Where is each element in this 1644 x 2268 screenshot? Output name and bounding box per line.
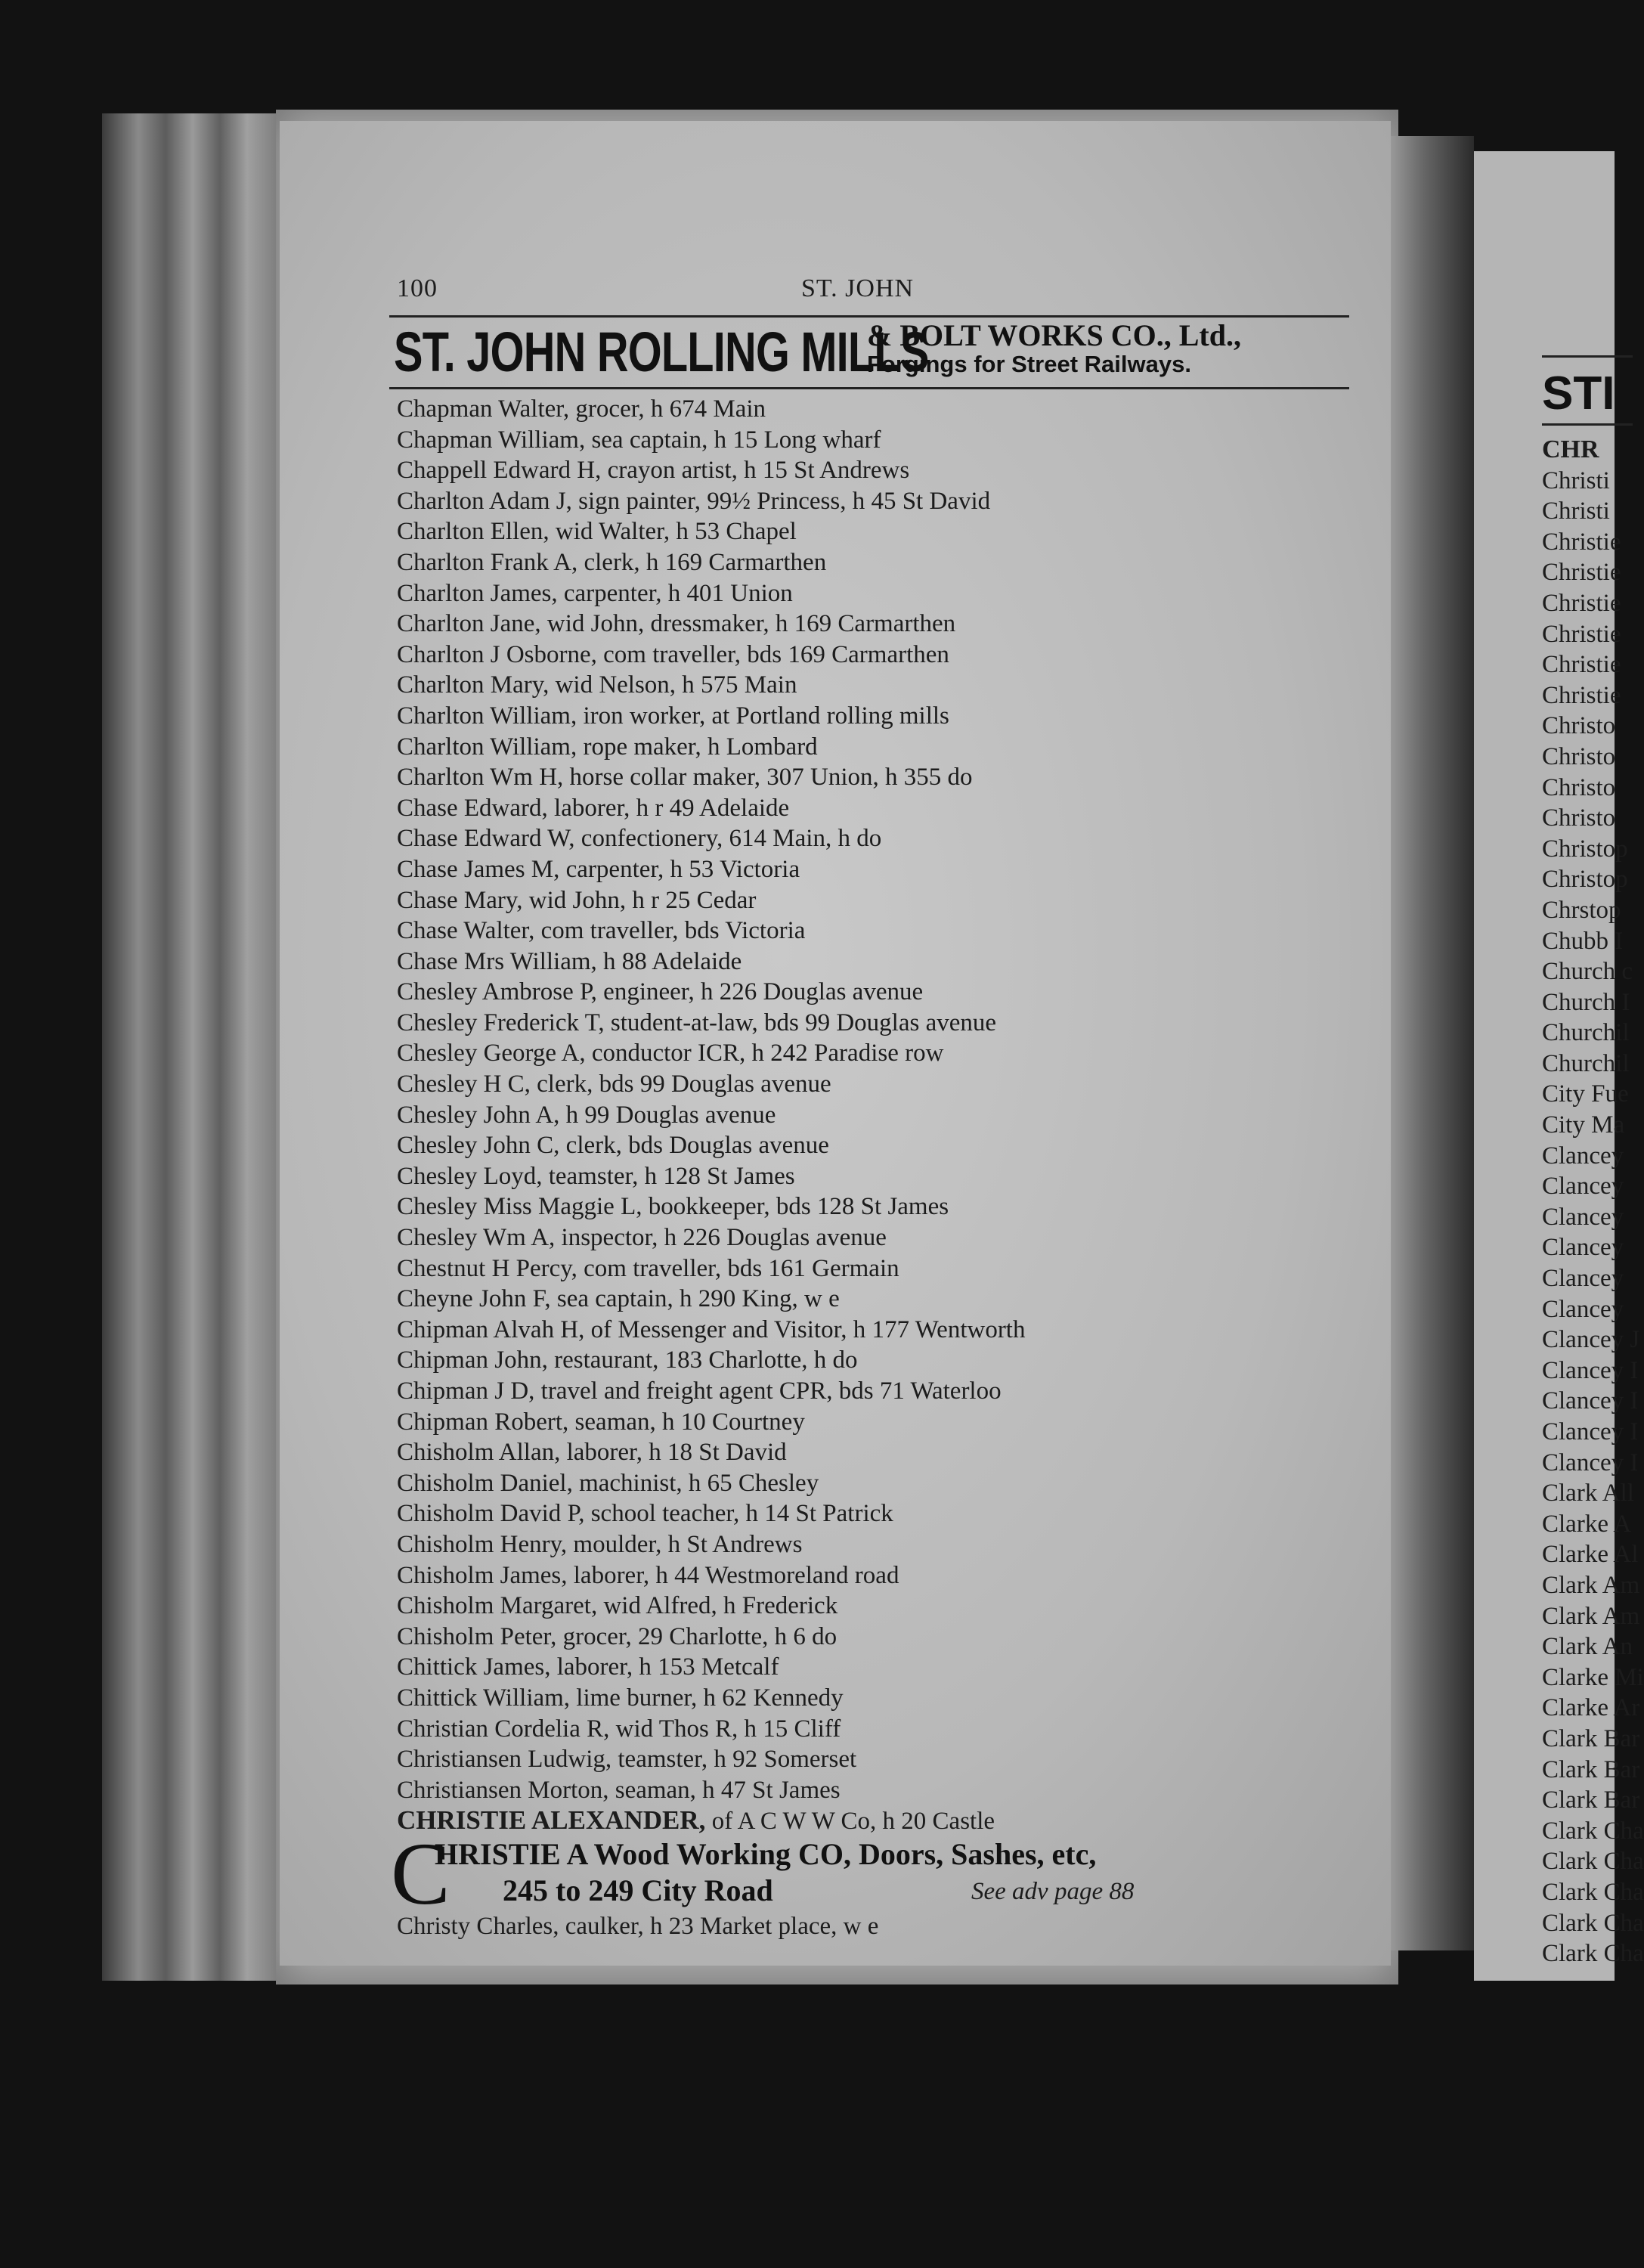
right-page-entry-fragment: Clancey I — [1542, 1356, 1639, 1384]
right-page-entry-fragment: Christi — [1542, 466, 1610, 494]
directory-entry: Chisholm James, laborer, h 44 Westmoreland road — [397, 1561, 899, 1589]
directory-page — [389, 268, 1357, 1942]
bold-entry-rest: of A C W W Co, h 20 Castle — [705, 1808, 995, 1836]
right-page-entry-fragment: Christie — [1542, 589, 1621, 617]
directory-entry: Chipman John, restaurant, 183 Charlotte, h do — [397, 1346, 858, 1374]
right-page-title: STI — [1542, 367, 1615, 420]
directory-entry: Christian Cordelia R, wid Thos R, h 15 Cliff — [397, 1715, 841, 1743]
right-page-entry-fragment: Christop — [1542, 866, 1628, 894]
directory-entry: Chase Edward W, confectionery, 614 Main, h do — [397, 825, 882, 853]
right-page-entry-fragment: Clark Cha — [1542, 1878, 1644, 1906]
right-page-entry-fragment: Clancey I — [1542, 1387, 1639, 1415]
directory-entry: Christiansen Ludwig, teamster, h 92 Somerset — [397, 1746, 857, 1774]
right-page-entry-fragment: Clancey — [1542, 1142, 1624, 1170]
right-page-section-head: CHR — [1542, 435, 1599, 463]
directory-entry: Chase Mrs William, h 88 Adelaide — [397, 947, 742, 975]
directory-entry: Chesley Wm A, inspector, h 226 Douglas avenue — [397, 1224, 887, 1252]
directory-entry: Chipman Alvah H, of Messenger and Visitor, h 177 Wentworth — [397, 1315, 1026, 1343]
right-page-entry-fragment: Clancey — [1542, 1234, 1624, 1262]
directory-entry: Chase James M, carpenter, h 53 Victoria — [397, 855, 800, 883]
right-page-entry-fragment: Christi — [1542, 497, 1610, 525]
right-page-entry-fragment: Clark Cha — [1542, 1940, 1644, 1968]
page-header — [389, 268, 1357, 311]
book-page-edges — [102, 113, 283, 1981]
directory-entry: Charlton Adam J, sign painter, 99½ Princess, h 45 St David — [397, 487, 991, 515]
right-page-entry-fragment: City Fue — [1542, 1080, 1629, 1108]
right-page-entry-fragment: Clancey — [1542, 1265, 1624, 1293]
right-page-entry-fragment: Christop — [1542, 835, 1628, 863]
ad-rule — [389, 387, 1349, 389]
christie-ad-line-1: HRISTIE A Wood Working CO, Doors, Sashes, etc, — [435, 1836, 1097, 1871]
directory-entries — [389, 394, 1357, 1805]
right-page-entry-fragment: Clark Bar — [1542, 1755, 1640, 1783]
directory-entry: Charlton James, carpenter, h 401 Union — [397, 579, 793, 607]
right-page-entry-fragment: Christie — [1542, 559, 1621, 587]
right-page-entry-fragment: Clancey — [1542, 1203, 1624, 1231]
directory-entry: Chittick James, laborer, h 153 Metcalf — [397, 1653, 779, 1681]
right-page-entry-fragment: Churchil — [1542, 1049, 1630, 1077]
right-page-entry-fragment: Christo — [1542, 742, 1616, 770]
right-page-entry-fragment: Clark Am — [1542, 1602, 1640, 1630]
right-page-entry-fragment: Clancey I — [1542, 1418, 1639, 1445]
directory-entry: Chipman J D, travel and freight agent CPR, bds 71 Waterloo — [397, 1377, 1002, 1405]
right-page-entry-fragment: Clark Bar — [1542, 1724, 1640, 1752]
directory-entry: Chappell Edward H, crayon artist, h 15 St Andrews — [397, 457, 910, 485]
right-page-entry-fragment: Clark Am — [1542, 1571, 1640, 1599]
directory-entry: Chapman Walter, grocer, h 674 Main — [397, 395, 766, 423]
directory-entry: Chase Walter, com traveller, bds Victoria — [397, 917, 806, 945]
directory-entry: Chesley John A, h 99 Douglas avenue — [397, 1101, 776, 1129]
directory-entry: Cheyne John F, sea captain, h 290 King, w e — [397, 1285, 840, 1313]
ad-line-2: Forgings for Street Railways. — [867, 351, 1191, 377]
right-page — [1474, 151, 1644, 1981]
directory-entry: Charlton William, iron worker, at Portland rolling mills — [397, 702, 949, 730]
right-page-entry-fragment: Clark Cha — [1542, 1848, 1644, 1876]
right-page-entry-fragment: Clark An — [1542, 1633, 1633, 1661]
right-page-entry-fragment: Christo — [1542, 712, 1616, 740]
directory-entry: Chisholm David P, school teacher, h 14 St Patrick — [397, 1500, 893, 1528]
right-page-entry-fragment: Clancey I — [1542, 1448, 1639, 1476]
last-entry: Christy Charles, caulker, h 23 Market place, w e — [397, 1912, 879, 1940]
bold-entry-name: CHRISTIE ALEXANDER, — [397, 1805, 706, 1836]
right-page-entry-fragment: Chrstop — [1542, 896, 1621, 924]
directory-entry: Chisholm Peter, grocer, 29 Charlotte, h 6 do — [397, 1622, 837, 1650]
right-page-entry-fragment: Church I — [1542, 988, 1630, 1016]
right-page-entry-fragment: Christie — [1542, 681, 1621, 709]
right-page-entry-fragment: Clancey — [1542, 1173, 1624, 1201]
directory-entry: Charlton Frank A, clerk, h 169 Carmarthen — [397, 548, 827, 576]
christie-ad-see-page: See adv page 88 — [971, 1877, 1135, 1905]
right-page-entry-fragment: Church c — [1542, 958, 1633, 986]
ad-line-1: & BOLT WORKS CO., Ltd., — [867, 318, 1241, 352]
right-page-entry-fragment: Clark Cha — [1542, 1909, 1644, 1937]
right-page-entry-fragment: Clarke Al — [1542, 1541, 1639, 1569]
right-page-entry-fragment: Clancey J — [1542, 1326, 1640, 1354]
right-page-entry-fragment: Christie — [1542, 528, 1621, 556]
right-page-entry-fragment: Clarke Mi — [1542, 1663, 1644, 1691]
directory-entry: Chisholm Daniel, machinist, h 65 Chesley — [397, 1469, 819, 1497]
right-page-top-rule — [1542, 355, 1633, 358]
directory-entry: Chapman William, sea captain, h 15 Long wharf — [397, 426, 881, 454]
directory-entry: Chase Mary, wid John, h r 25 Cedar — [397, 886, 757, 914]
directory-entry: Chipman Robert, seaman, h 10 Courtney — [397, 1408, 805, 1436]
directory-entry: Chisholm Henry, moulder, h St Andrews — [397, 1530, 803, 1558]
directory-entry: Chesley Frederick T, student-at-law, bds 99 Douglas avenue — [397, 1009, 997, 1036]
rolling-mills-advertisement — [389, 318, 1349, 387]
right-page-entry-fragment: Clark All — [1542, 1479, 1634, 1507]
right-page-entry-fragment: Clark Bar — [1542, 1786, 1640, 1814]
right-page-entries — [1542, 435, 1644, 1969]
directory-entry: Chesley John C, clerk, bds Douglas avenue — [397, 1132, 829, 1160]
directory-entry: Chesley George A, conductor ICR, h 242 Paradise row — [397, 1040, 944, 1067]
christie-alexander-entry — [389, 1805, 1357, 1837]
right-page-rule — [1542, 423, 1633, 426]
christie-ad-address: 245 to 249 City Road — [503, 1873, 773, 1907]
right-page-entry-fragment: Clarke A — [1542, 1510, 1632, 1538]
right-page-entry-fragment: Christo — [1542, 804, 1616, 832]
ad-company-name: ST. JOHN ROLLING MILLS — [394, 321, 929, 383]
directory-entry: Christiansen Morton, seaman, h 47 St James — [397, 1776, 841, 1804]
ad-details — [867, 318, 1351, 378]
directory-entry: Chisholm Margaret, wid Alfred, h Frederick — [397, 1592, 838, 1620]
directory-entry: Chesley H C, clerk, bds 99 Douglas avenue — [397, 1070, 831, 1098]
directory-entry: Chesley Loyd, teamster, h 128 St James — [397, 1162, 795, 1190]
directory-entry: Charlton Jane, wid John, dressmaker, h 169 Carmarthen — [397, 610, 956, 638]
right-page-entry-fragment: City Ma — [1542, 1111, 1625, 1139]
directory-entry: Charlton Ellen, wid Walter, h 53 Chapel — [397, 518, 797, 546]
directory-entry: Chisholm Allan, laborer, h 18 St David — [397, 1439, 787, 1467]
page-number: 100 — [397, 274, 438, 302]
directory-entry: Chittick William, lime burner, h 62 Kennedy — [397, 1684, 844, 1712]
directory-entry: Charlton J Osborne, com traveller, bds 169 Carmarthen — [397, 640, 949, 668]
right-page-entry-fragment: Clarke Ar — [1542, 1694, 1640, 1722]
directory-entry: Chase Edward, laborer, h r 49 Adelaide — [397, 794, 790, 822]
right-page-entry-fragment: Christo — [1542, 773, 1616, 801]
right-page-entry-fragment: Christie — [1542, 651, 1621, 679]
directory-entry: Chesley Miss Maggie L, bookkeeper, bds 128 St James — [397, 1193, 949, 1221]
ad-initial-letter: C — [391, 1823, 450, 1923]
directory-entry: Charlton Mary, wid Nelson, h 575 Main — [397, 671, 797, 699]
directory-entry: Chestnut H Percy, com traveller, bds 161 Germain — [397, 1254, 899, 1282]
book-gutter — [1391, 136, 1474, 1950]
christie-wood-working-advertisement — [389, 1823, 1357, 1923]
right-page-entry-fragment: Churchil — [1542, 1019, 1630, 1047]
right-page-entry-fragment: Chubb I — [1542, 927, 1624, 955]
page-title: ST. JOHN — [801, 274, 915, 302]
directory-entry: Charlton Wm H, horse collar maker, 307 Union, h 355 do — [397, 764, 973, 792]
right-page-entry-fragment: Christie — [1542, 620, 1621, 648]
directory-entry: Charlton William, rope maker, h Lombard — [397, 733, 818, 761]
directory-entry: Chesley Ambrose P, engineer, h 226 Douglas avenue — [397, 978, 924, 1006]
right-page-entry-fragment: Clancey — [1542, 1295, 1624, 1323]
right-page-entry-fragment: Clark Cha — [1542, 1817, 1644, 1845]
